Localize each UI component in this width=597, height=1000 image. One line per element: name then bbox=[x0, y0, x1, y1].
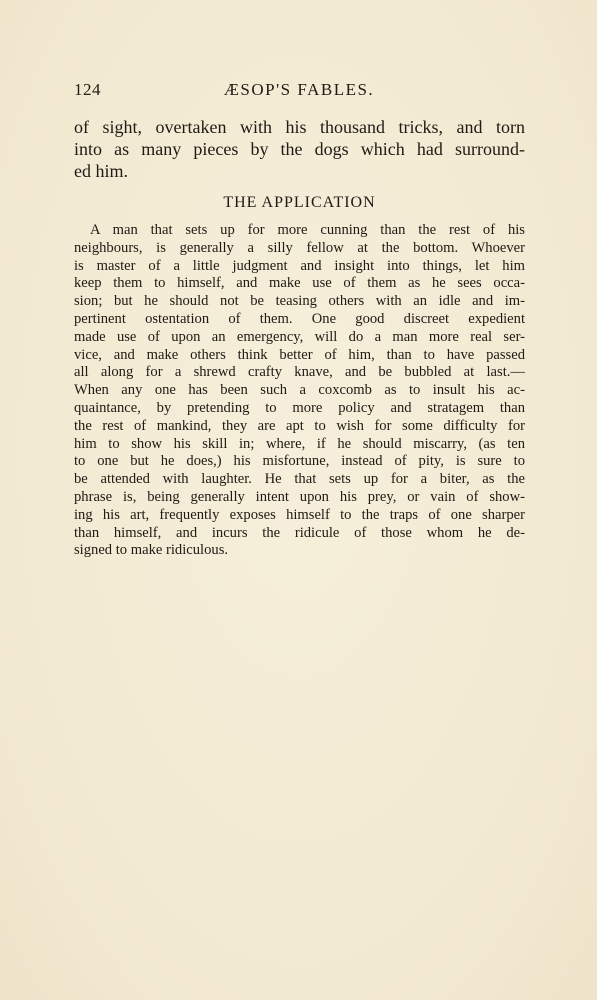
page-number: 124 bbox=[74, 80, 101, 99]
text-line: ing his art, frequently exposes himself to the traps of one sharper bbox=[74, 506, 525, 523]
text-line: him to show his skill in; where, if he should miscarry, (as ten bbox=[74, 435, 525, 452]
text-line: phrase is, being generally intent upon his prey, or vain of show- bbox=[74, 488, 525, 505]
text-line: is master of a little judgment and insight into things, let him bbox=[74, 257, 525, 274]
text-line: made use of upon an emergency, will do a man more real ser- bbox=[74, 328, 525, 345]
text-line: keep them to himself, and make use of them as he sees occa- bbox=[74, 275, 525, 292]
text-line: signed to make ridiculous. bbox=[74, 542, 229, 559]
section-heading: THE APPLICATION bbox=[223, 194, 376, 211]
text-line: ed him. bbox=[74, 161, 128, 181]
text-line: A man that sets up for more cunning than the rest of his bbox=[90, 222, 525, 238]
text-line: neighbours, is generally a silly fellow at the bottom. Whoever bbox=[74, 239, 525, 256]
text-line: pertinent ostentation of them. One good discreet expedient bbox=[74, 310, 525, 327]
running-title: ÆSOP'S FABLES. bbox=[223, 80, 375, 99]
text-line: When any one has been such a coxcomb as to insult his ac- bbox=[74, 382, 525, 399]
text-line: of sight, overtaken with his thousand tricks, and torn bbox=[74, 117, 525, 137]
text-line: quaintance, by pretending to more policy and stratagem than bbox=[74, 399, 525, 416]
application-paragraph bbox=[74, 222, 525, 560]
text-line: sion; but he should not be teasing others with an idle and im- bbox=[74, 293, 525, 310]
text-line: all along for a shrewd crafty knave, and be bubbled at last.— bbox=[74, 364, 525, 381]
page-header bbox=[74, 80, 524, 102]
text-line: than himself, and incurs the ridicule of those whom he de- bbox=[74, 524, 525, 541]
text-line: vice, and make others think better of him, than to have passed bbox=[74, 346, 525, 363]
text-line: into as many pieces by the dogs which had surround- bbox=[74, 139, 525, 159]
text-line: the rest of mankind, they are apt to wish for some difficulty for bbox=[74, 417, 525, 434]
text-line: be attended with laughter. He that sets up for a biter, as the bbox=[74, 471, 525, 488]
fable-continuation bbox=[74, 116, 525, 182]
text-line: to one but he does,) his misfortune, instead of pity, is sure to bbox=[74, 453, 525, 470]
